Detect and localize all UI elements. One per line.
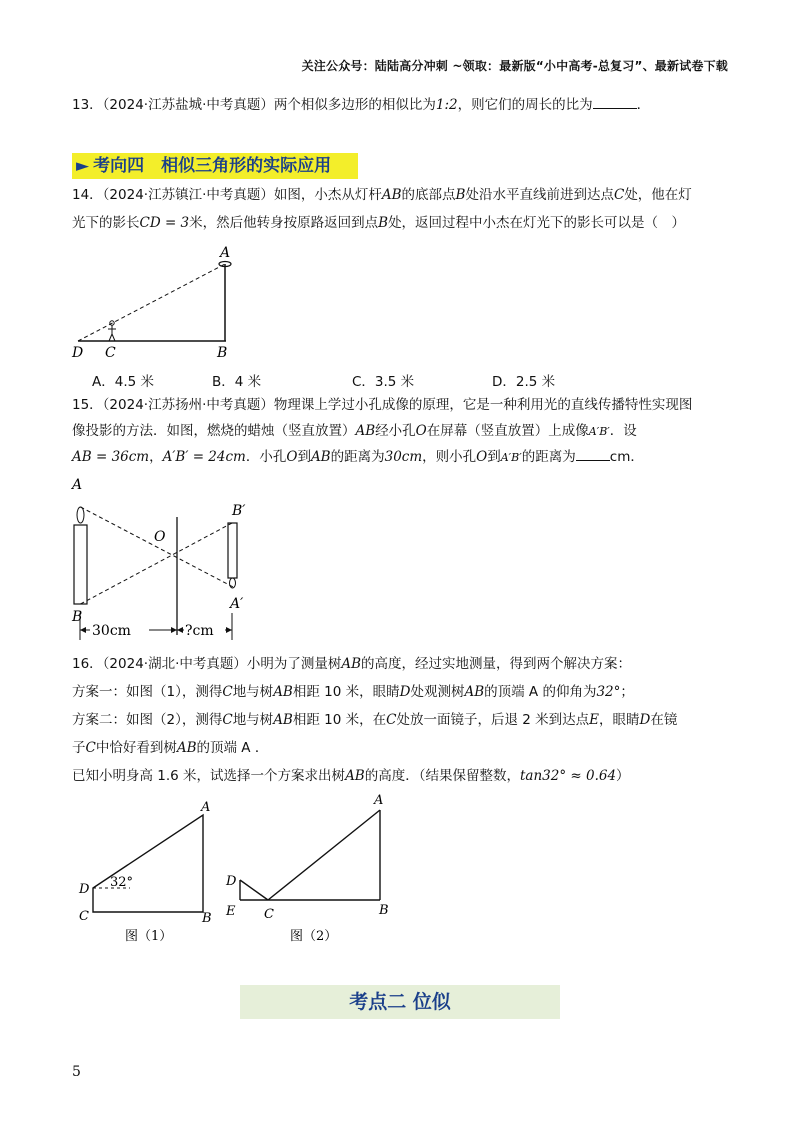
q15-text: 的距离为 [330,449,385,465]
image-candle-icon [228,523,237,578]
q14-math-b: B [455,187,466,203]
q16-text: ，眼睛 [599,712,640,728]
q15-text: 到 [487,449,501,465]
section-marker: ► [76,156,90,176]
q16-math: tan32° ≈ 0.64 [519,768,617,784]
question-16-line3 [72,711,677,729]
q14-figure [60,240,260,362]
q16-text: 地与树 [232,684,274,700]
q16-text: 在镜 [650,712,678,728]
question-15-line3 [72,448,644,466]
page-number: 5 [72,1064,81,1080]
flame-icon [77,507,84,523]
label-a: A [220,245,231,261]
q16-math: AB [176,740,197,756]
q15-text: 在屏幕（竖直放置）上成像 [426,423,589,439]
q16-figure-1 [75,800,225,950]
q15-math: A′B′ [500,451,522,464]
q15-text: ． [630,449,644,465]
q15-math: O [476,449,488,465]
q16-math: C [85,740,96,756]
label-b: B [379,903,389,918]
q15-math: O [415,423,427,439]
arrow-head [171,627,177,633]
q13-text-c: ． [636,97,651,113]
label-b: B [72,609,83,625]
label-bp: B′ [232,503,246,519]
q16-text: 的高度．（结果保留整数， [364,768,520,784]
q15-text: ，则小孔 [422,449,477,465]
q15-math: O [286,449,298,465]
option-b[interactable]: B．4 米 [212,374,262,390]
label-c: C [105,345,116,361]
label-c: C [79,909,89,924]
q16-figure-2 [222,790,402,950]
question-16-line5 [72,767,630,785]
q13-text: 13．（2024·江苏盐城·中考真题）两个相似多边形的相似比为 [72,97,436,113]
question-15-line1: 15．（2024·江苏扬州·中考真题）物理课上学过小孔成像的原理，它是一种利用光的直线传播特性实现图 [72,397,693,413]
q16-text: ） [616,768,630,784]
q16-text: 地与树 [232,712,274,728]
q16-math: C [386,712,397,728]
question-14-line2 [72,214,685,232]
q15-text: 到 [297,449,311,465]
q16-text: 相距 10 米，眼睛 [292,684,400,700]
q13-ratio: 1:2 [435,97,458,113]
q15-text: 经小孔 [375,423,416,439]
q16-math: AB [273,684,293,700]
q14-text: 处，他在灯 [624,187,692,203]
q16-text: 子 [72,740,86,756]
q16-text: 方案二：如图（2），测得 [72,712,223,728]
arrow-head [226,627,232,633]
label-ap: A′ [230,596,244,612]
q15-math: AB [310,449,331,465]
q15-text: ．小孔 [245,449,287,465]
fig2-ray-d [240,880,268,900]
question-14-line1 [72,186,692,204]
q14-text: 光下的影长 [72,215,140,231]
label-o: O [154,529,166,545]
fig2-caption: 图（2） [290,929,338,944]
option-c[interactable]: C．3.5 米 [352,374,415,390]
label-a: A [374,793,384,808]
q15-math: AB = 36cm [72,449,150,465]
fig2-ray-a [268,810,380,900]
question-16-line1 [72,655,631,673]
label-c: C [264,907,274,922]
section-heading [72,153,358,179]
q15-figure [62,475,262,645]
q16-text: 相距 10 米，在 [292,712,387,728]
q15-text: ， [149,449,163,465]
label-d: D [72,345,84,361]
q16-text: 中恰好看到树 [95,740,177,756]
q13-text-b: ，则它们的周长的比为 [457,97,593,113]
q16-math: AB [464,684,485,700]
q16-text: ； [620,684,634,700]
q14-text: 处沿水平直线前进到达点 [465,187,614,203]
dim-right: ?cm [185,623,214,639]
q15-text: ．设 [609,423,637,439]
q14-math-cd: CD = 3 [139,215,190,231]
section-title: 考向四 相似三角形的实际应用 [93,156,332,176]
q15-unit: cm [609,449,631,465]
q14-math-ab: AB [381,187,402,203]
q16-math: 32° [596,684,621,700]
label-e: E [226,904,236,919]
question-16-line4 [72,739,268,757]
q14-text: 处，返回过程中小杰在灯光下的影长可以是（ ） [388,215,686,231]
q14-math-b: B [378,215,389,231]
q14-math-c: C [613,187,625,203]
candle-icon [74,525,87,604]
q16-text: 的顶端 A ． [196,740,269,756]
q16-text: 处观测树 [410,684,465,700]
question-15-line2 [72,422,637,440]
q14-text: 的底部点 [401,187,456,203]
q16-math: AB [345,768,365,784]
label-a: A [201,800,211,815]
angle-label: 32° [110,875,134,890]
label-d: D [226,874,237,889]
q14-text: 14．（2024·江苏镇江·中考真题）如图，小杰从灯杆 [72,187,382,203]
q14-text: 米，然后他转身按原路返回到点 [189,215,379,231]
label-b: B [202,911,212,926]
q16-text: 16．（2024·湖北·中考真题）小明为了测量树 [72,656,342,672]
question-16-line2 [72,683,634,701]
fig1-shape [93,815,203,912]
option-a[interactable]: A．4.5 米 [92,374,154,390]
fig1-caption: 图（1） [125,929,173,944]
q15-answer-blank[interactable] [576,448,610,461]
kaodian-heading: 考点二 位似 [240,985,560,1019]
q16-math: D [399,684,411,700]
arrow-head [80,627,86,633]
q16-text: 处放一面镜子，后退 2 米到达点 [396,712,590,728]
q15-math: AB [355,423,376,439]
q15-math: A′B′ = 24cm [162,449,246,465]
ray-a [81,507,236,588]
q15-text: 像投影的方法．如图，燃烧的蜡烛（竖直放置） [72,423,356,439]
label-a: A [72,477,83,493]
q16-text: 已知小明身高 1.6 米，试选择一个方案求出树 [72,768,346,784]
q16-text: 的顶端 A 的仰角为 [484,684,597,700]
q16-math: E [589,712,599,728]
q16-math: C [222,712,233,728]
q16-math: C [222,684,233,700]
q16-text: 的高度，经过实地测量，得到两个解决方案： [361,656,632,672]
option-d[interactable]: D．2.5 米 [492,374,556,390]
question-13 [72,96,650,114]
label-b: B [217,345,228,361]
q15-text: 的距离为 [521,449,576,465]
page-header: 关注公众号：陆陆高分冲刺 ~领取：最新版“小中高考-总复习”、最新试卷下载 [301,59,728,73]
label-d: D [79,882,90,897]
q15-math: A′B′ [588,425,610,438]
q15-math: 30cm [384,449,423,465]
person-icon [108,321,116,341]
q16-text: 方案一：如图（1），测得 [72,684,223,700]
light-ray [78,264,225,341]
q16-math: AB [273,712,293,728]
dim-left: 30cm [92,623,131,639]
q13-answer-blank[interactable] [593,96,637,109]
q16-math: D [639,712,651,728]
q16-math: AB [341,656,362,672]
